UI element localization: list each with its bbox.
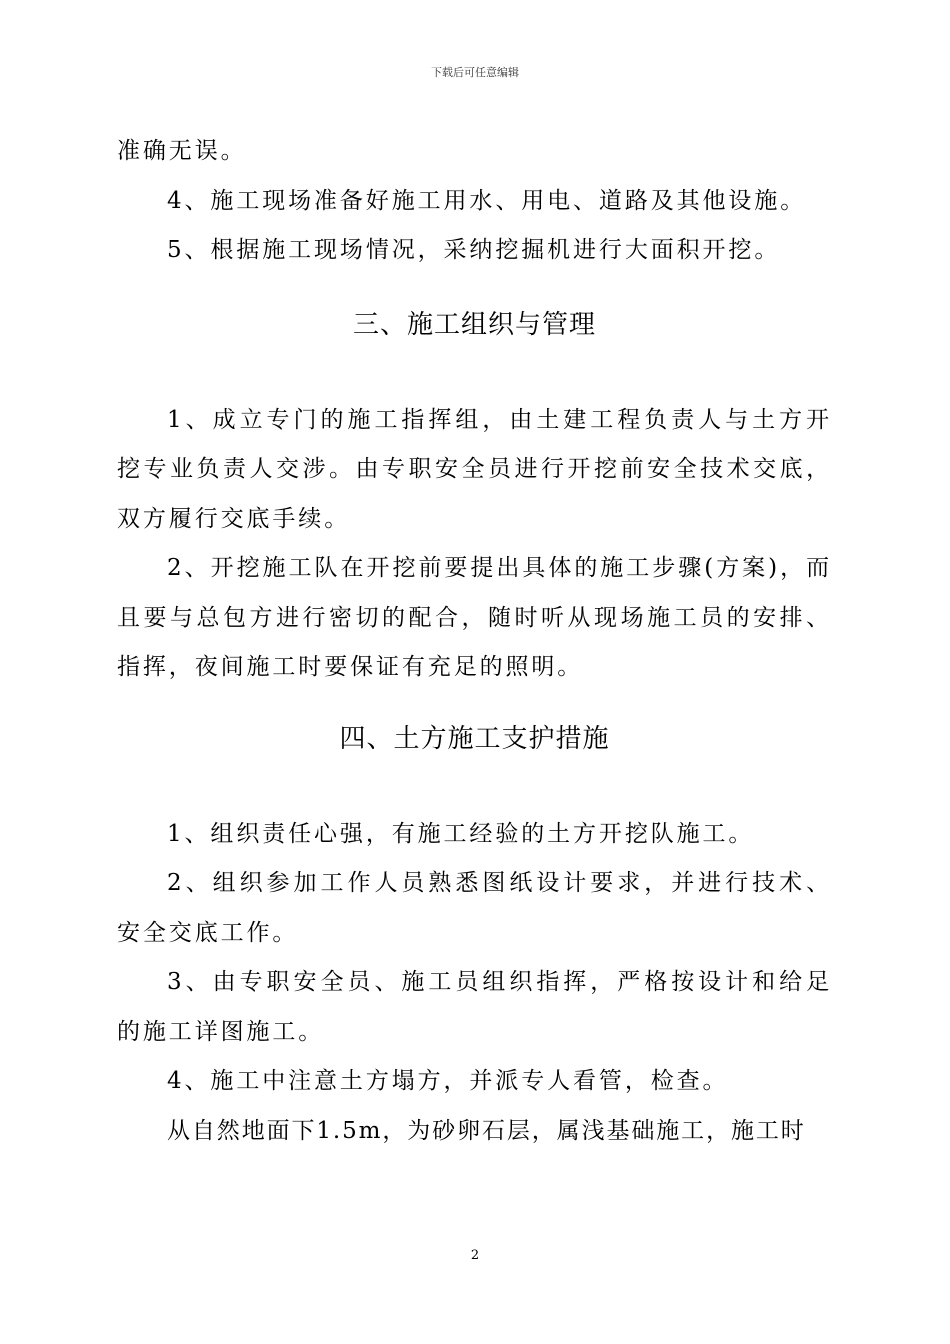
- paragraph-item-5-prep: 5、根据施工现场情况，采纳挖掘机进行大面积开挖。: [167, 237, 781, 263]
- header-note: 下载后可任意编辑: [431, 66, 519, 79]
- paragraph-s4-item-2: 2、组织参加工作人员熟悉图纸设计要求，并进行技术、安全交底工作。: [117, 870, 832, 946]
- paragraph-continuation: 准确无误。: [117, 138, 247, 164]
- document-body: [117, 127, 832, 1156]
- paragraph-s4-note: 从自然地面下1.5m，为砂卵石层，属浅基础施工，施工时: [167, 1117, 806, 1144]
- section-title-4: 四、土方施工支护措施: [339, 723, 610, 754]
- section-title-3: 三、施工组织与管理: [352, 309, 596, 340]
- paragraph-s4-item-4: 4、施工中注意土方塌方，并派专人看管，检查。: [167, 1068, 729, 1094]
- paragraph-s3-item-2: 2、开挖施工队在开挖前要提出具体的施工步骤(方案)，而且要与总包方进行密切的配合，随时听从现场施工员的安排、指挥，夜间施工时要保证有充足的照明。: [117, 555, 832, 680]
- paragraph-s4-item-3: 3、由专职安全员、施工员组织指挥，严格按设计和给足的施工详图施工。: [117, 969, 832, 1045]
- paragraph-item-4-prep: 4、施工现场准备好施工用水、用电、道路及其他设施。: [167, 187, 807, 214]
- paragraph-s4-item-1: 1、组织责任心强，有施工经验的土方开挖队施工。: [167, 820, 755, 847]
- page-number: 2: [470, 1248, 480, 1263]
- paragraph-s3-item-1: 1、成立专门的施工指挥组，由土建工程负责人与土方开挖专业负责人交涉。由专职安全员进行开挖前安全技术交底，双方履行交底手续。: [117, 406, 832, 532]
